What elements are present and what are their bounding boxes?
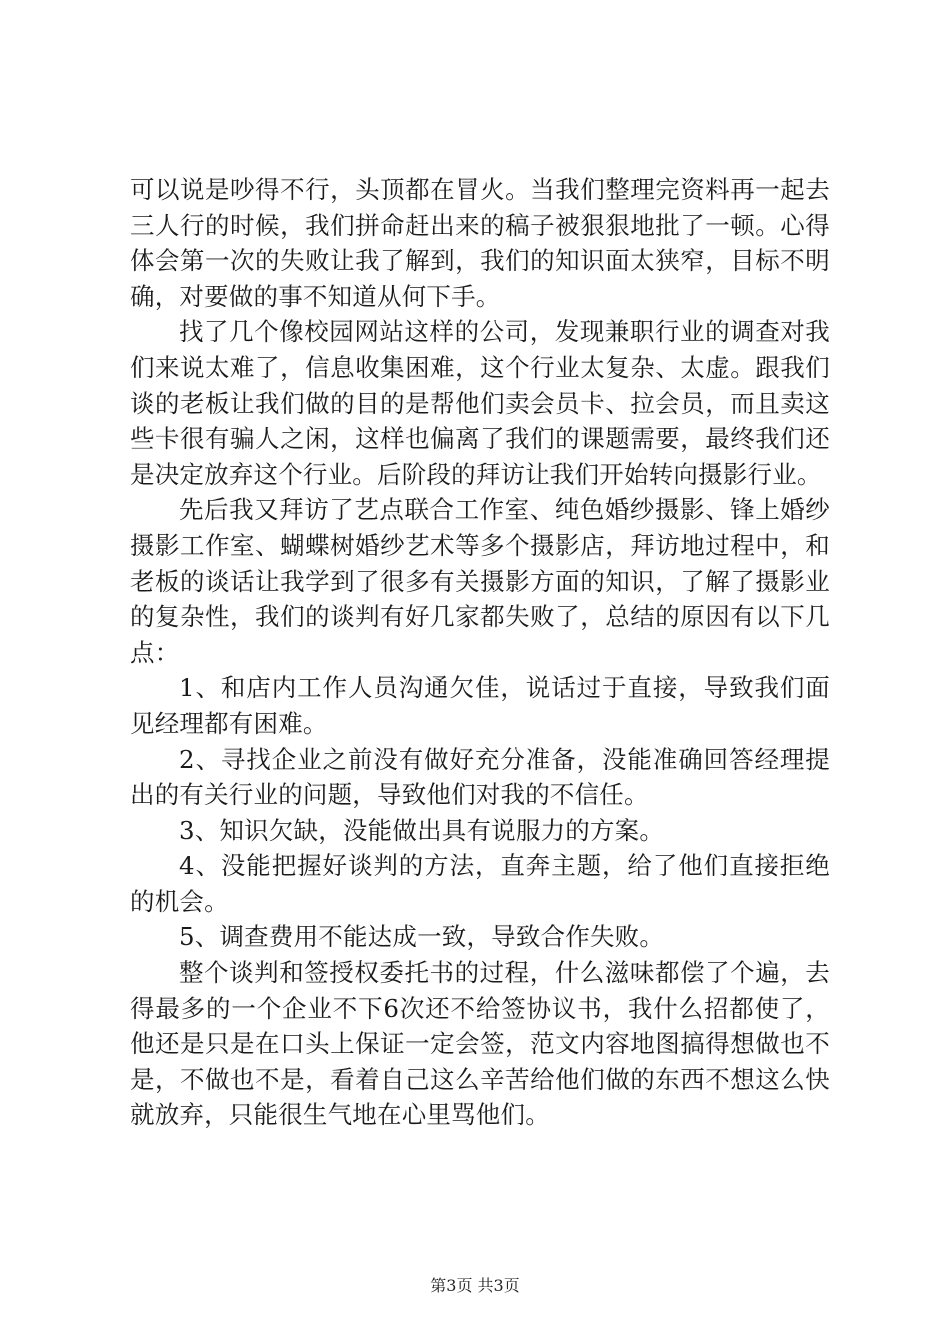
document-body xyxy=(130,172,830,1133)
list-item-1: 1、和店内工作人员沟通欠佳，说话过于直接，导致我们面见经理都有困难。 xyxy=(130,673,830,738)
list-item-5: 5、调查费用不能达成一致，导致合作失败。 xyxy=(179,922,665,952)
page-number-label: 第3页 共3页 xyxy=(430,1276,520,1295)
page-footer xyxy=(0,1276,950,1296)
list-item-4: 4、没能把握好谈判的方法，直奔主题，给了他们直接拒绝的机会。 xyxy=(130,851,830,916)
paragraph-3: 先后我又拜访了艺点联合工作室、纯色婚纱摄影、锋上婚纱摄影工作室、蝴蝶树婚纱艺术等多个摄影店，拜访地过程中，和老板的谈话让我学到了很多有关摄影方面的知识，了解了摄影业的复杂性，我们的谈判有好几家都失败了，总结的原因有以下几点： xyxy=(130,495,830,667)
list-item-2: 2、寻找企业之前没有做好充分准备，没能准确回答经理提出的有关行业的问题，导致他们对我的不信任。 xyxy=(130,744,830,810)
paragraph-final: 整个谈判和签授权委托书的过程，什么滋味都偿了个遍，去得最多的一个企业不下6次还不给签协议书，我什么招都使了，他还是只是在口头上保证一定会签，范文内容地图搞得想做也不是，不做也不是，看着自己这么辛苦给他们做的东西不想这么快就放弃，只能很生气地在心里骂他们。 xyxy=(130,958,830,1130)
paragraph-1: 可以说是吵得不行，头顶都在冒火。当我们整理完资料再一起去三人行的时候，我们拼命赶出来的稿子被狠狠地批了一顿。心得体会第一次的失败让我了解到，我们的知识面太狭窄，目标不明确，对要做的事不知道从何下手。 xyxy=(130,175,830,311)
list-item-3: 3、知识欠缺，没能做出具有说服力的方案。 xyxy=(179,815,665,845)
paragraph-2: 找了几个像校园网站这样的公司，发现兼职行业的调查对我们来说太难了，信息收集困难，这个行业太复杂、太虚。跟我们谈的老板让我们做的目的是帮他们卖会员卡、拉会员，而且卖这些卡很有骗人之闲，这样也偏离了我们的课题需要，最终我们还是决定放弃这个行业。后阶段的拜访让我们开始转向摄影行业。 xyxy=(130,317,830,489)
